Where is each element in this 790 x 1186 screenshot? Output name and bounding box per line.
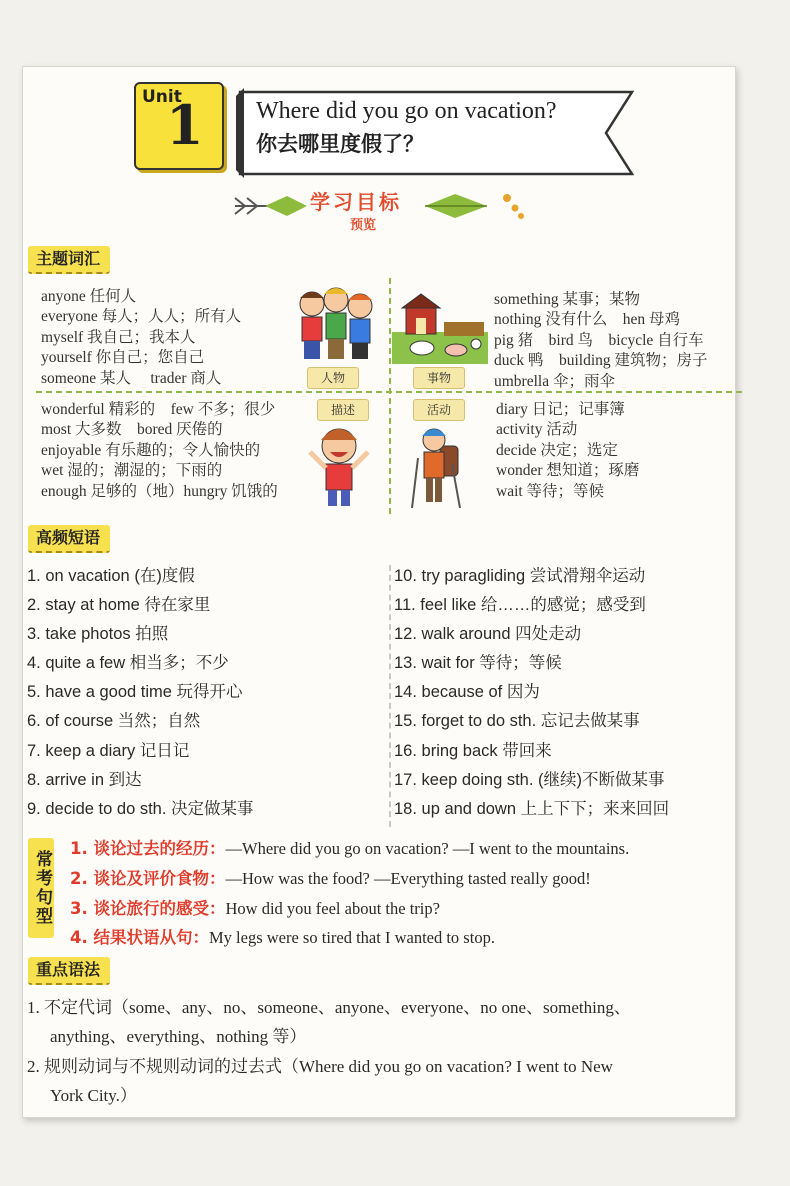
phrase-item: 6. of course 当然；自然 [27,712,201,730]
grammar-line: York City.） [50,1086,137,1105]
vocab-item: everyone 每人；人人；所有人 [41,308,242,326]
vocab-things-list [494,290,708,392]
vocab-item: umbrella 伞；雨伞 [494,372,615,390]
vocab-item: wonder 想知道；琢磨 [496,462,640,480]
sentence-row [70,895,440,919]
vocab-item: pig 猪 bird 鸟 bicycle 自行车 [494,331,704,349]
vocab-item: anyone 任何人 [41,288,137,305]
vocab-item: yourself 你自己；您自己 [41,349,205,367]
goals-title: 学习目标 [310,190,402,214]
tag-people: 人物 [307,367,359,389]
hiker-illustration [404,424,470,512]
sentence-value: —How was the food? —Everything tasted really good! [225,869,591,888]
vocab-item: enough 足够的（地）hungry 饥饿的 [41,482,278,500]
sentence-row [70,835,629,859]
phrase-item: 17. keep doing sth. (继续)不断做某事 [394,771,665,789]
vocab-item: myself 我自己；我本人 [41,328,196,346]
vocab-heading: 主题词汇 [28,246,110,274]
sentence-row [70,865,591,889]
tag-activity: 活动 [413,399,465,421]
phrase-item: 4. quite a few 相当多；不少 [27,654,229,672]
phrase-item: 15. forget to do sth. 忘记去做某事 [394,712,640,730]
kids-illustration [290,284,382,364]
vocab-activity-list [496,400,639,502]
phrase-item: 12. walk around 四处走动 [394,625,582,643]
phrase-item: 10. try paragliding 尝试滑翔伞运动 [394,567,646,585]
phrase-item: 9. decide to do sth. 决定做某事 [27,800,254,818]
unit-word: Unit [142,87,182,107]
vocab-item: nothing 没有什么 hen 母鸡 [494,311,680,329]
happy-boy-illustration [306,422,372,510]
sentence-key: 1. 谈论过去的经历： [70,839,226,858]
vocab-describe-list [41,400,278,502]
phrases-divider [389,565,391,827]
vocab-item: decide 决定；选定 [496,441,618,459]
vocab-item: someone 某人 trader 商人 [41,369,222,387]
vocab-people-list [41,287,241,389]
farm-illustration [392,292,488,364]
sentence-key: 3. 谈论旅行的感受： [70,899,226,918]
phrase-item: 14. because of 因为 [394,683,540,701]
vocab-item: wonderful 精彩的 few 不多；很少 [41,401,276,418]
vocab-item: enjoyable 有乐趣的；令人愉快的 [41,441,261,459]
vocab-item: wet 湿的；潮湿的；下雨的 [41,462,223,480]
tag-describe: 描述 [317,399,369,421]
sentences-label: 常考句型 [28,838,54,938]
sentence-value: How did you feel about the trip? [225,899,440,918]
vocab-divider-vertical [389,278,391,514]
unit-number: 1 [166,93,204,157]
unit-badge [134,82,224,170]
sentence-key: 2. 谈论及评价食物： [70,869,226,888]
phrase-item: 5. have a good time 玩得开心 [27,683,243,701]
grammar-line: 1. 不定代词（some、any、no、someone、anyone、everyone、no one、something、 [27,998,631,1017]
title-chinese: 你去哪里度假了？ [256,132,424,156]
phrase-item: 1. on vacation (在)度假 [27,567,195,585]
grammar-line: anything、everything、nothing 等） [50,1027,307,1046]
grammar-heading: 重点语法 [28,957,110,985]
vocab-item: duck 鸭 building 建筑物；房子 [494,352,708,370]
phrase-item: 11. feel like 给……的感觉；感受到 [394,596,646,614]
phrase-item: 18. up and down 上上下下；来来回回 [394,800,670,818]
phrase-item: 13. wait for 等待；等候 [394,654,562,672]
vocab-item: activity 活动 [496,421,578,439]
goals-subtitle: 预览 [350,218,377,233]
vocab-item: something 某事；某物 [494,291,640,308]
sentence-row [70,924,495,948]
phrase-item: 2. stay at home 待在家里 [27,596,211,614]
phrase-item: 7. keep a diary 记日记 [27,742,190,760]
vocab-item: diary 日记；记事簿 [496,401,625,418]
tag-things: 事物 [413,367,465,389]
grammar-line: 2. 规则动词与不规则动词的过去式（Where did you go on vacation? I went to New [27,1057,613,1076]
vocab-item: most 大多数 bored 厌倦的 [41,421,223,439]
phrase-item: 3. take photos 拍照 [27,625,169,643]
sentence-value: My legs were so tired that I wanted to stop. [209,928,495,947]
vocab-item: wait 等待；等候 [496,482,605,500]
sentence-value: —Where did you go on vacation? —I went to the mountains. [225,839,630,858]
phrase-item: 16. bring back 带回来 [394,742,552,760]
phrase-item: 8. arrive in 到达 [27,771,142,789]
title-english: Where did you go on vacation? [256,98,557,124]
sentence-key: 4. 结果状语从句： [70,928,209,947]
phrases-heading: 高频短语 [28,525,110,553]
